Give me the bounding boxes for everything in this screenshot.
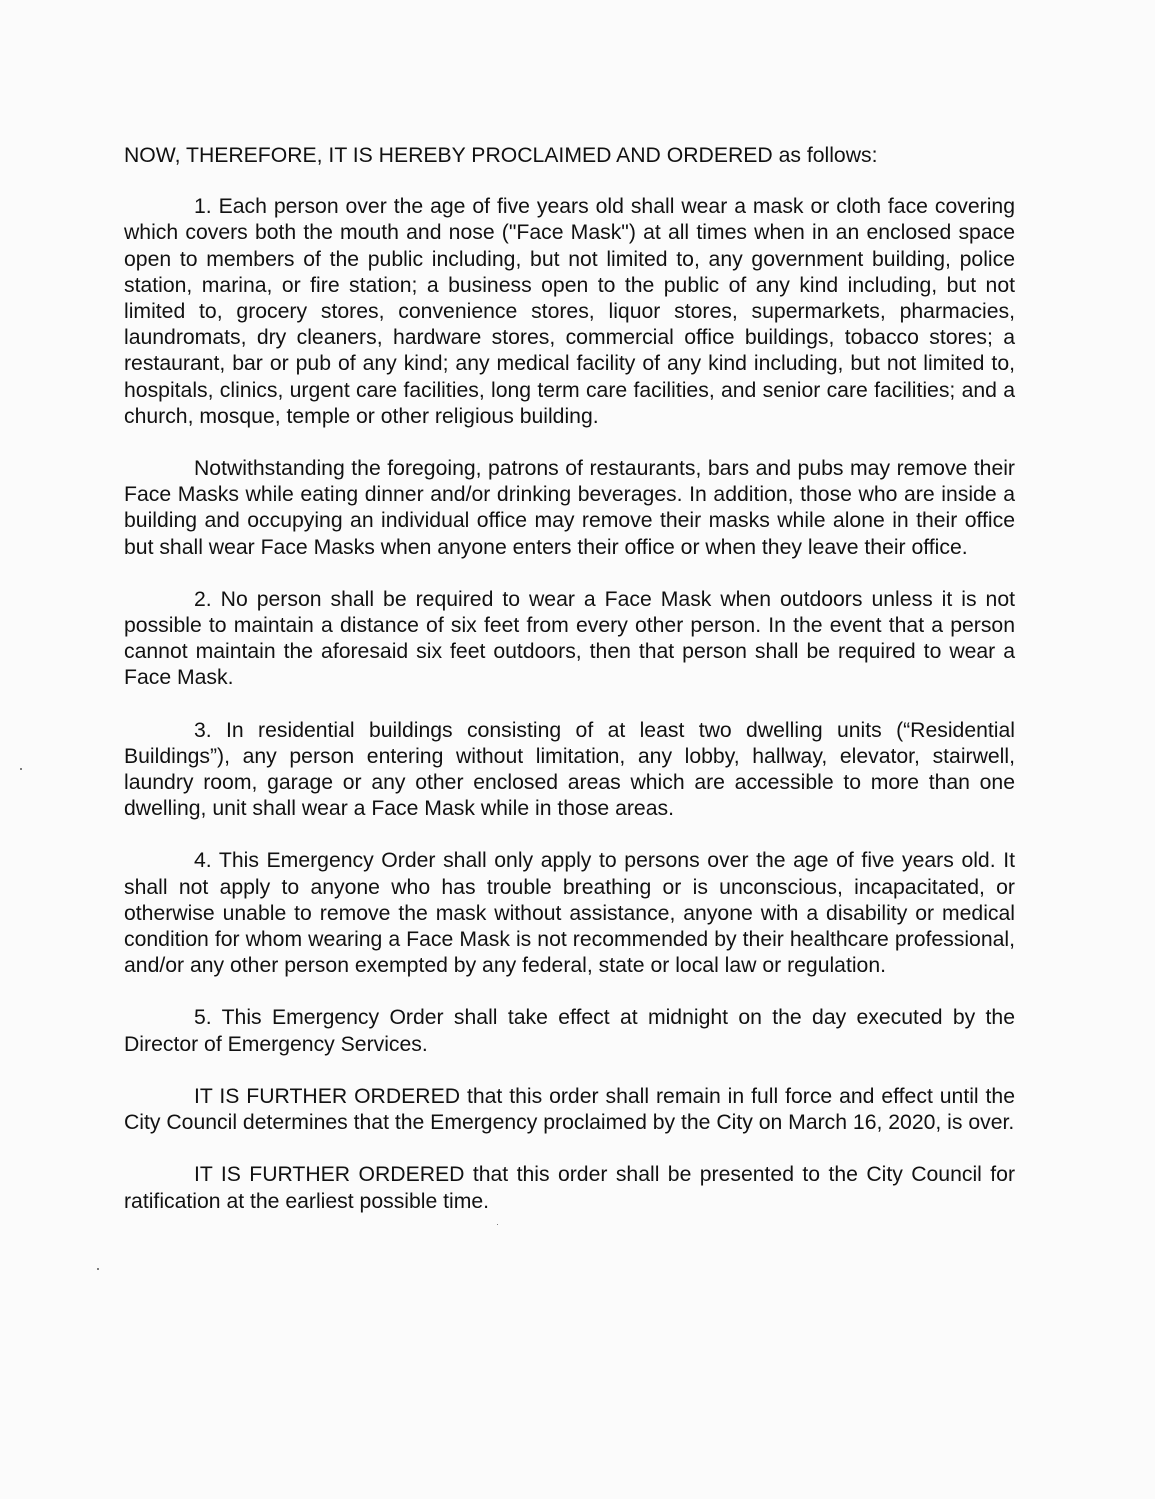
paragraph-5-effective-time: 5. This Emergency Order shall take effect at midnight on the day executed by the Director of Emergency Services. bbox=[124, 1006, 1015, 1056]
proclamation-heading: NOW, THEREFORE, IT IS HEREBY PROCLAIMED AND ORDERED as follows: bbox=[124, 144, 878, 167]
paragraph-restaurant-office-exception: Notwithstanding the foregoing, patrons of restaurants, bars and pubs may remove their Face Masks while eating dinner and/or drinking beverages. In addition, those who are inside a building and occupying an individual office may remove their masks while alone in their office but shall wear Face Masks when anyone enters their office or when they leave their office. bbox=[124, 457, 1015, 559]
scan-speck bbox=[20, 768, 22, 770]
paragraph-1-face-mask-requirement: 1. Each person over the age of five years old shall wear a mask or cloth face covering which covers both the mouth and nose ("Face Mask") at all times when in an enclosed space open to members of the public including, but not limited to, any government building, police station, marina, or fire station; a business open to the public of any kind including, but not limited to, grocery stores, convenience stores, liquor stores, supermarkets, pharmacies, laundromats, dry cleaners, hardware stores, commercial office buildings, tobacco stores; a restaurant, bar or pub of any kind; any medical facility of any kind including, but not limited to, hospitals, clinics, urgent care facilities, long term care facilities, and senior care facilities; and a church, mosque, temple or other religious building. bbox=[124, 195, 1015, 428]
paragraph-further-ordered-ratification: IT IS FURTHER ORDERED that this order shall be presented to the City Council for ratification at the earliest possible time. bbox=[124, 1163, 1015, 1213]
paragraph-further-ordered-duration: IT IS FURTHER ORDERED that this order shall remain in full force and effect until the City Council determines that the Emergency proclaimed by the City on March 16, 2020, is over. bbox=[124, 1084, 1015, 1135]
scan-speck bbox=[97, 1268, 99, 1270]
scan-speck bbox=[497, 1224, 498, 1225]
document-body bbox=[124, 143, 1015, 1241]
paragraph-3-residential-buildings: 3. In residential buildings consisting of at least two dwelling units (“Residential Buildings”), any person entering without limitation, any lobby, hallway, elevator, stairwell, laundry room, garage or any other enclosed areas which are accessible to more than one dwelling, unit shall wear a Face Mask while in those areas. bbox=[124, 718, 1015, 821]
paragraph-2-outdoors: 2. No person shall be required to wear a Face Mask when outdoors unless it is not possible to maintain a distance of six feet from every other person. In the event that a person cannot maintain the aforesaid six feet outdoors, then that person shall be required to wear a Face Mask. bbox=[124, 587, 1015, 690]
paragraph-4-exemptions: 4. This Emergency Order shall only apply to persons over the age of five years old. It shall not apply to anyone who has trouble breathing or is unconscious, incapacitated, or otherwise unable to remove the mask without assistance, anyone with a disability or medical condition for whom wearing a Face Mask is not recommended by their healthcare professional, and/or any other person exempted by any federal, state or local law or regulation. bbox=[124, 849, 1015, 978]
